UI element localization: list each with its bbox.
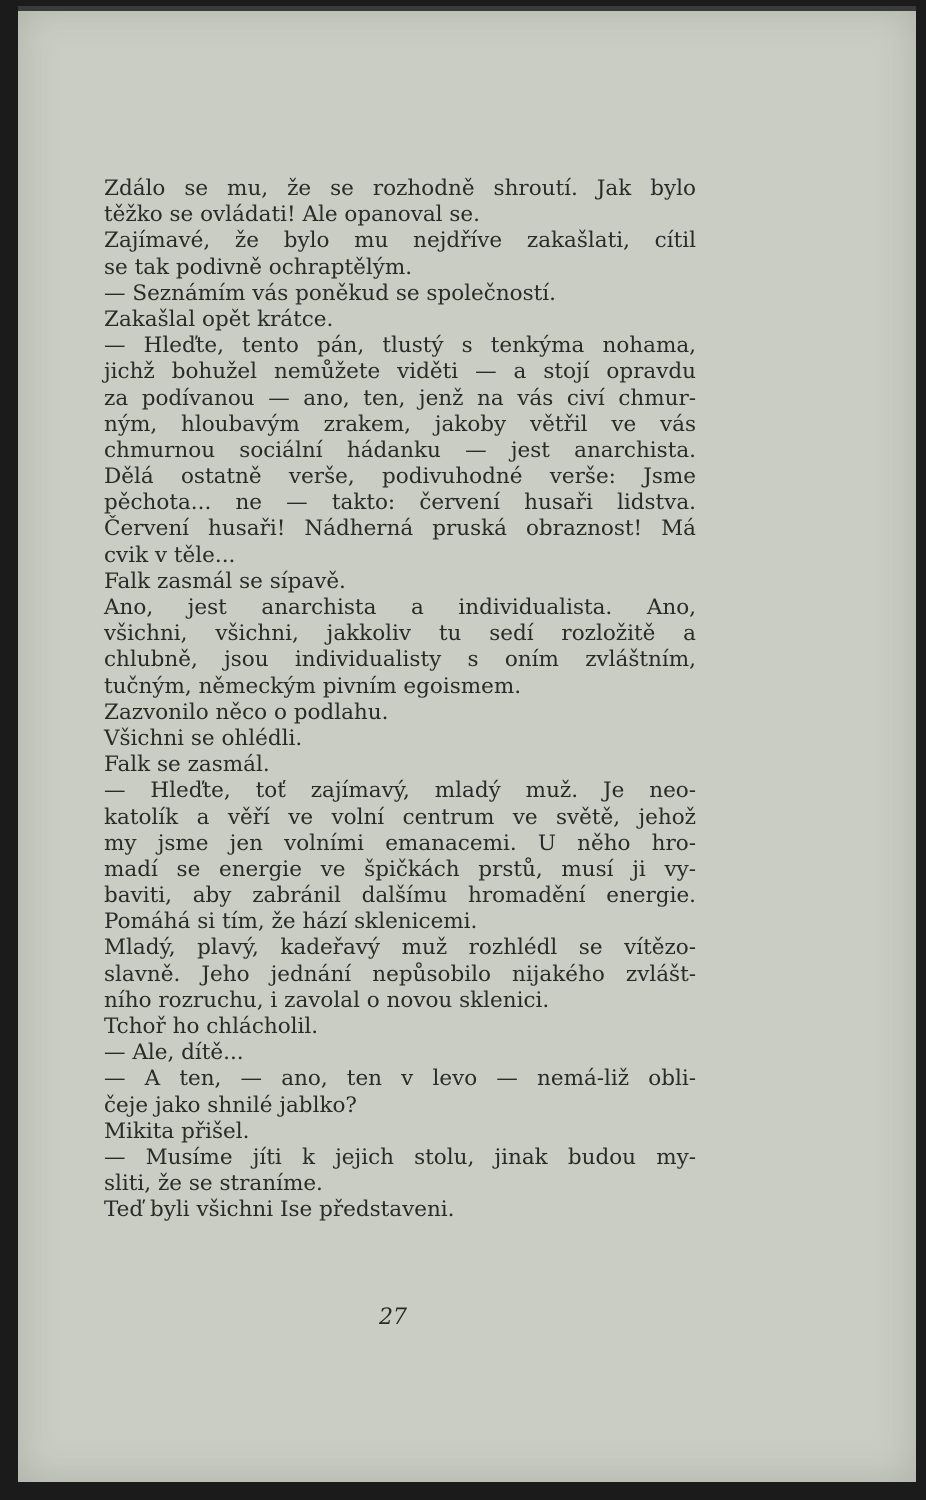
text-line: Tchoř ho chlácholil. [104, 1014, 319, 1039]
text-line: — Hleďte, tento pán, tlustý s tenkýma nohama, [104, 333, 696, 359]
text-line: Zakašlal opět krátce. [104, 306, 334, 332]
text-line: — Seznámím vás poněkud se společností. [104, 280, 556, 306]
page-top-edge [18, 6, 916, 11]
text-line: chlubně, jsou individualisty s oním zvláštním, [104, 647, 696, 673]
text-line: sliti, že se straníme. [104, 1171, 323, 1197]
text-line: Teď byli všichni Ise představeni. [104, 1197, 455, 1223]
text-line: Ano, jest anarchista a individualista. Ano, [104, 595, 696, 620]
text-line: slavně. Jeho jednání nepůsobilo nijakého zvlášt- [104, 961, 696, 987]
text-line: cvik v těle... [104, 542, 236, 568]
text-line: my jsme jen volními emanacemi. U něho hro- [104, 830, 696, 856]
body-text [104, 176, 696, 1224]
text-line: se tak podivně ochraptělým. [104, 254, 413, 280]
text-line: Falk zasmál se sípavě. [104, 568, 346, 594]
text-line: Zazvonilo něco o podlahu. [104, 699, 389, 725]
text-line: — A ten, — ano, ten v levo — nemá-liž obli- [104, 1066, 696, 1092]
text-line: Mikita přišel. [104, 1118, 250, 1144]
page-number: 27 [379, 1305, 407, 1330]
text-line: madí se energie ve špičkách prstů, musí ji vy- [104, 856, 696, 882]
text-line: Mladý, plavý, kadeřavý muž rozhlédl se vítězo- [104, 935, 696, 961]
text-line: — Hleďte, toť zajímavý, mladý muž. Je neo- [104, 778, 696, 804]
text-line: — Musíme jíti k jejich stolu, jinak budou my- [104, 1144, 696, 1170]
text-line: ným, hloubavým zrakem, jakoby větřil ve vás [104, 411, 696, 437]
text-line: baviti, aby zabránil dalšímu hromadění energie. [104, 883, 696, 909]
text-line: Zdálo se mu, že se rozhodně shroutí. Jak bylo [104, 176, 696, 201]
text-line: všichni, všichni, jakkoliv tu sedí rozložitě a [104, 621, 696, 647]
text-line: čeje jako shnilé jablko? [104, 1092, 357, 1118]
text-line: tučným, německým pivním egoismem. [104, 673, 522, 699]
text-line: katolík a věří ve volní centrum ve světě, jehož [104, 804, 696, 830]
book-page [18, 6, 916, 1482]
text-line: jichž bohužel nemůžete viděti — a stojí opravdu [104, 359, 696, 385]
text-line: za podívanou — ano, ten, jenž na vás civí chmur- [104, 385, 696, 411]
text-line: ního rozruchu, i zavolal o novou sklenici. [104, 987, 550, 1013]
text-line: Falk se zasmál. [104, 752, 270, 778]
text-line: Všichni se ohlédli. [104, 725, 303, 751]
text-line: Pomáhá si tím, že hází sklenicemi. [104, 909, 478, 935]
text-line: Červení husaři! Nádherná pruská obraznost! Má [104, 516, 696, 542]
text-line: těžko se ovládati! Ale opanoval se. [104, 202, 480, 228]
text-line: chmurnou sociální hádanku — jest anarchista. [104, 437, 696, 463]
text-line: — Ale, dítě... [104, 1040, 244, 1066]
text-line: pěchota... ne — takto: červení husaři lidstva. [104, 490, 696, 516]
text-line: Zajímavé, že bylo mu nejdříve zakašlati, cítil [104, 228, 696, 254]
text-line: Dělá ostatně verše, podivuhodné verše: Jsme [104, 464, 696, 490]
